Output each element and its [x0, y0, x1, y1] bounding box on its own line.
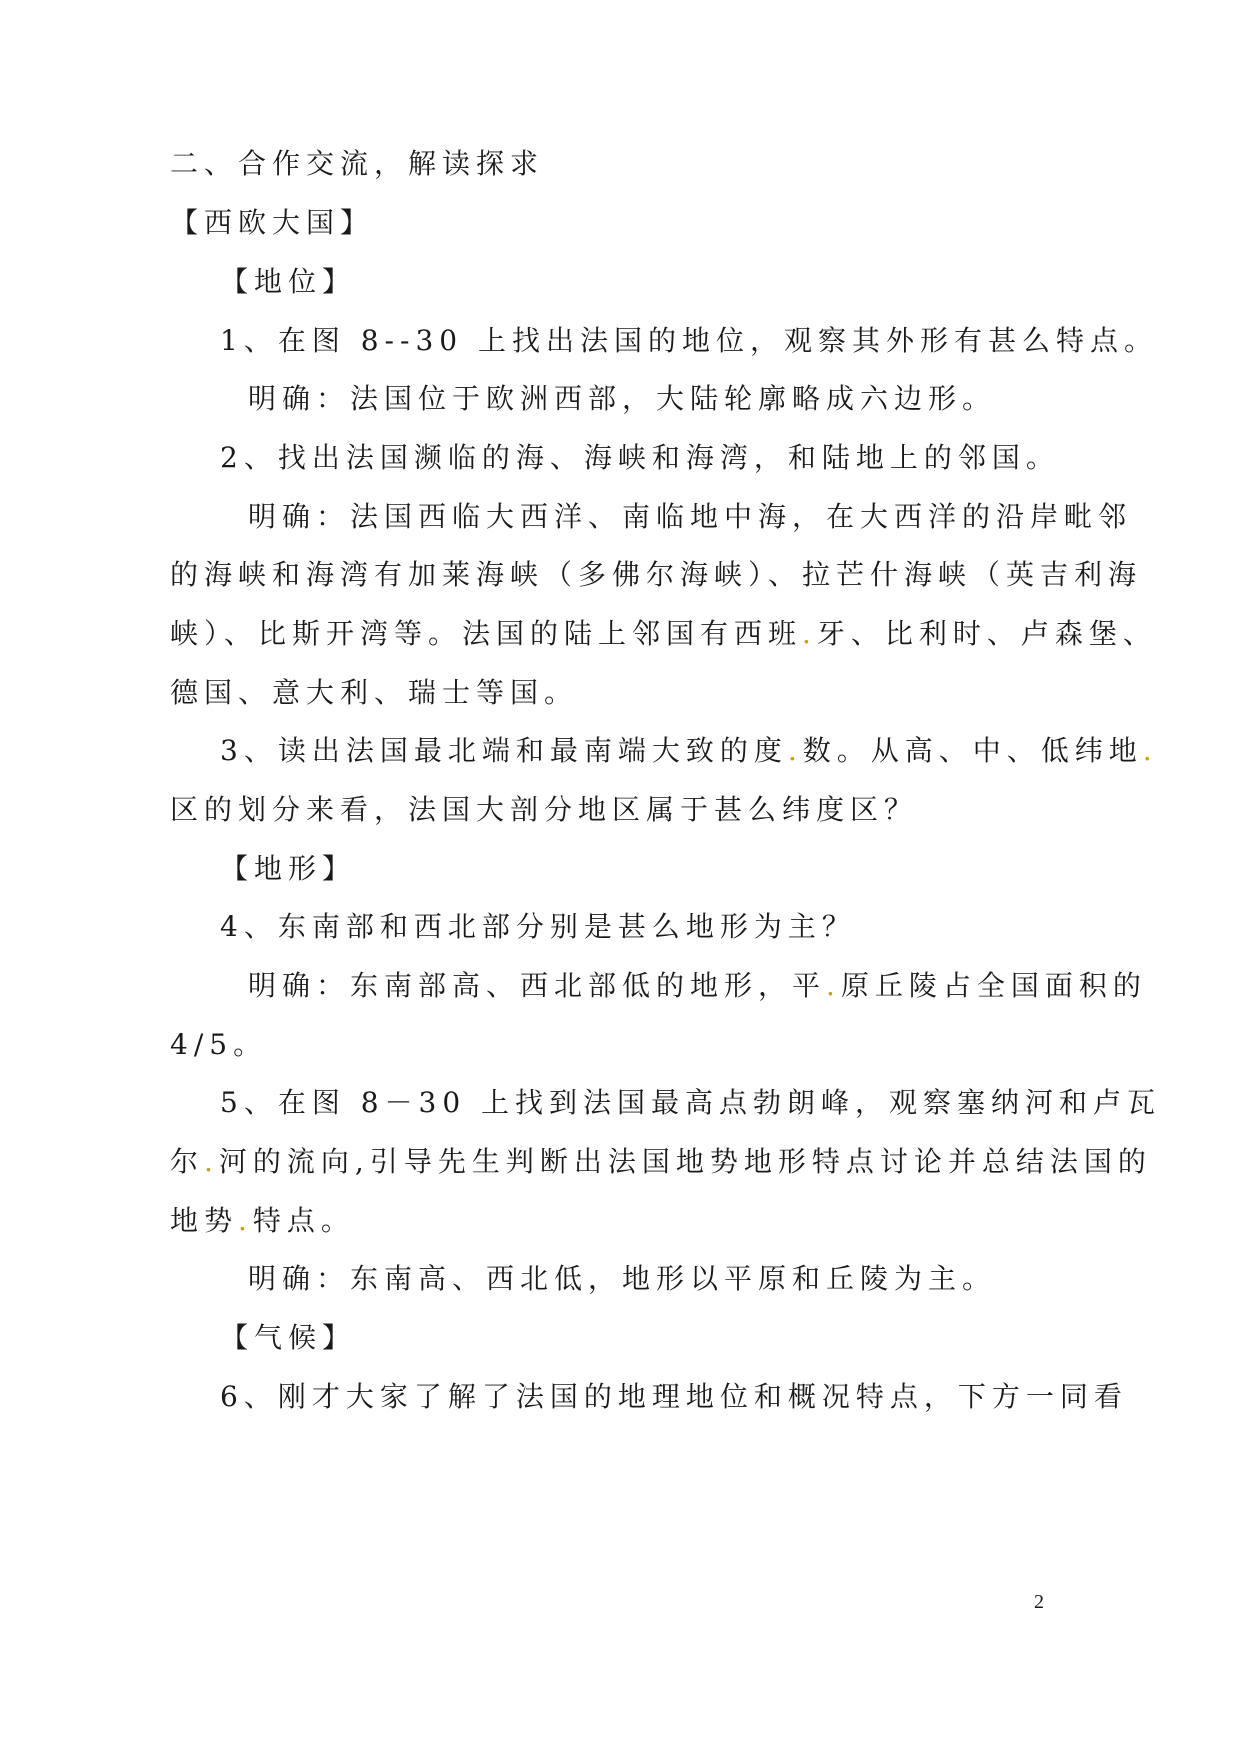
- label-climate: 【气候】: [220, 1321, 357, 1354]
- dot-mark: .: [1142, 734, 1158, 767]
- question-4: 4、东南部和西北部分别是甚么地形为主？: [220, 910, 856, 943]
- dot-mark: .: [238, 1204, 253, 1237]
- question-3-line-1-part-b: 数。从高、中、低纬地: [802, 734, 1143, 767]
- answer-2-line-3-part-a: 峡）、比斯开湾等。法国的陆上邻国有西班: [170, 617, 803, 650]
- subtitle-west-europe: 【西欧大国】: [170, 206, 375, 239]
- question-2: 2、找出法国濒临的海、海峡和海湾，和陆地上的邻国。: [220, 441, 1060, 474]
- dot-mark: .: [802, 617, 817, 650]
- answer-4-line-1: [248, 968, 1147, 1004]
- answer-2-line-1: 明确：法国西临大西洋、南临地中海，在大西洋的沿岸毗邻: [248, 500, 1133, 533]
- answer-1: 明确：法国位于欧洲西部，大陆轮廓略成六边形。: [248, 382, 997, 415]
- answer-4-line-2: 4/5。: [170, 1028, 268, 1061]
- question-5-line-3: [170, 1203, 355, 1239]
- question-6-line-1: 6、刚才大家了解了法国的地理地位和概况特点，下方一同看: [220, 1380, 1128, 1413]
- question-3-line-1: [220, 733, 1158, 769]
- dot-mark: .: [204, 1145, 219, 1178]
- page-number: 2: [1034, 1591, 1044, 1613]
- section-heading: 二、合作交流，解读探求: [170, 147, 545, 180]
- question-5-line-3-part-a: 地势: [170, 1204, 239, 1237]
- answer-2-line-4: 德国、意大利、瑞士等国。: [170, 676, 579, 709]
- question-5-line-2-part-a: 尔: [170, 1145, 205, 1178]
- question-5-line-1: 5、在图 8－30 上找到法国最高点勃朗峰，观察塞纳河和卢瓦: [220, 1086, 1162, 1119]
- question-5-line-2-part-b: 河的流向,引导先生判断出法国地势地形特点讨论并总结法国的: [218, 1145, 1152, 1178]
- answer-2-line-3-part-b: 牙、比利时、卢森堡、: [816, 617, 1157, 650]
- answer-4-line-1-part-b: 原丘陵占全国面积的: [840, 969, 1147, 1002]
- question-3-line-2: 区的划分来看，法国大剖分地区属于甚么纬度区？: [170, 793, 919, 826]
- question-3-line-1-part-a: 3、读出法国最北端和最南端大致的度: [220, 734, 788, 767]
- question-5-line-2: [170, 1144, 1152, 1180]
- question-5-line-3-part-b: 特点。: [252, 1204, 355, 1237]
- answer-2-line-2: 的海峡和海湾有加莱海峡（多佛尔海峡）、拉芒什海峡（英吉利海: [170, 558, 1143, 591]
- question-1: 1、在图 8--30 上找出法国的地位，观察其外形有甚么特点。: [220, 324, 1158, 357]
- dot-mark: .: [826, 969, 841, 1002]
- label-location: 【地位】: [220, 265, 357, 298]
- dot-mark: .: [787, 734, 803, 767]
- answer-2-line-3: [170, 616, 1157, 652]
- answer-4-line-1-part-a: 明确：东南部高、西北部低的地形，平: [248, 969, 827, 1002]
- label-terrain: 【地形】: [220, 852, 357, 885]
- answer-5: 明确：东南高、西北低，地形以平原和丘陵为主。: [248, 1262, 997, 1295]
